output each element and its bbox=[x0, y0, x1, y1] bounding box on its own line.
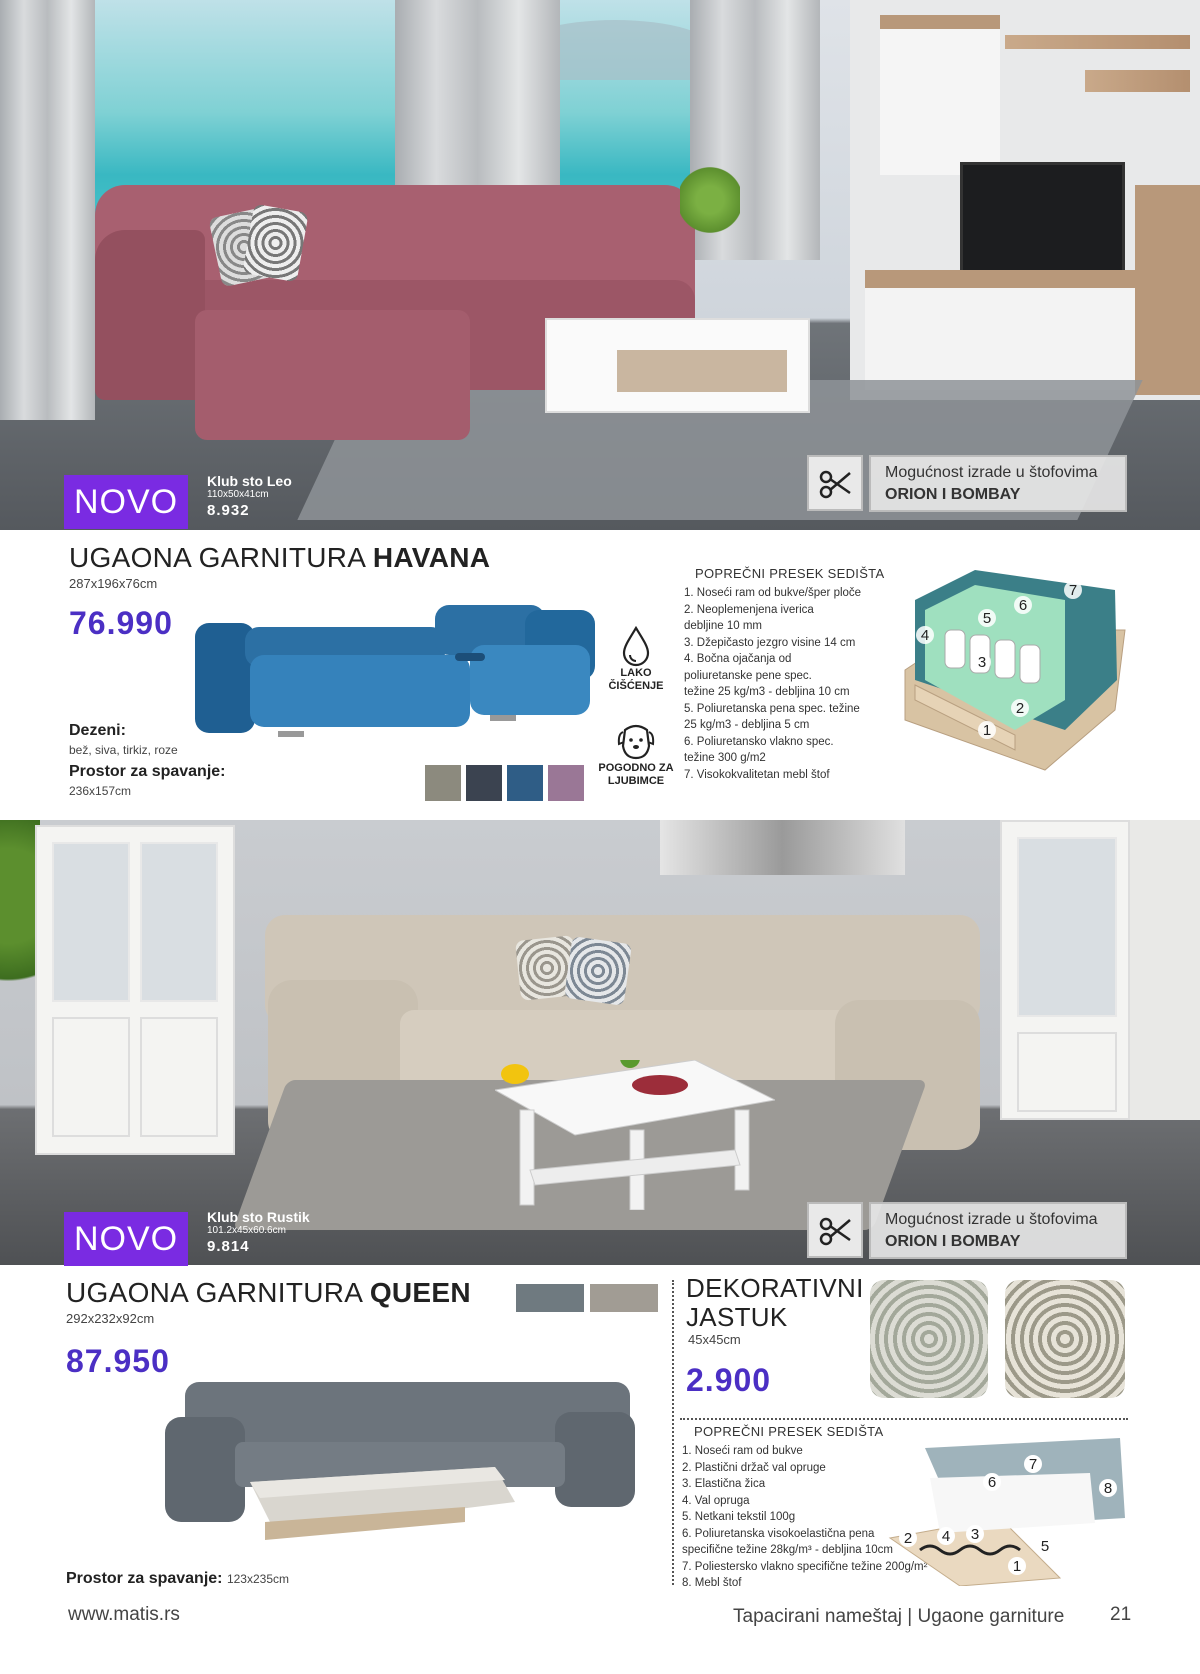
fabric-line1: Mogućnost izrade u štofovima bbox=[885, 464, 1098, 481]
fabric-line1: Mogućnost izrade u štofovima bbox=[885, 1211, 1098, 1228]
cross-item: 7. Visokokvalitetan mebl štof bbox=[684, 768, 830, 781]
table-dims: 110x50x41cm bbox=[207, 489, 269, 501]
fabric-option-box bbox=[807, 1202, 1127, 1259]
cross-item: 2. Neoplemenjena iverica bbox=[684, 603, 814, 616]
vitrine-right bbox=[1000, 820, 1130, 1120]
fabric-option-text bbox=[869, 455, 1127, 512]
table-dims: 101.2x45x60.6cm bbox=[207, 1225, 286, 1237]
havana-cross-section-diagram bbox=[895, 570, 1135, 780]
pet-friendly-feature bbox=[596, 722, 676, 788]
cabinet-side bbox=[1130, 820, 1200, 1120]
diagram-number: 4 bbox=[941, 1528, 951, 1545]
havana-sofa-image bbox=[190, 605, 600, 740]
cross-item: 5. Poliuretanska pena spec. težine bbox=[684, 702, 860, 715]
tv-unit bbox=[865, 270, 1135, 390]
diagram-number: 8 bbox=[1103, 1480, 1113, 1497]
swatch-gray[interactable] bbox=[466, 765, 502, 801]
tall-cabinet bbox=[1135, 185, 1200, 395]
pillow-price: 2.900 bbox=[686, 1362, 772, 1398]
sleep-area-value: 123x235cm bbox=[226, 1572, 289, 1586]
table-info bbox=[207, 474, 292, 520]
coffee-table-rustik bbox=[495, 1060, 775, 1210]
pink-sofa-chaise bbox=[195, 310, 470, 440]
queen-sleep-area bbox=[66, 1570, 289, 1588]
havana-room-photo bbox=[0, 0, 1200, 530]
water-drop-icon bbox=[616, 625, 656, 667]
queen-title-bold: QUEEN bbox=[369, 1277, 471, 1308]
cross-item: 1. Noseći ram od bukve bbox=[682, 1445, 803, 1457]
sleep-area-label: Prostor za spavanje: bbox=[66, 1570, 223, 1587]
cross-section-title: POPREČNI PRESEK SEDIŠTA bbox=[695, 566, 885, 581]
cross-item: poliuretanske pene spec. bbox=[684, 669, 812, 682]
diagram-number: 2 bbox=[903, 1530, 913, 1547]
pillow-image bbox=[1005, 1280, 1125, 1398]
swatch-gray[interactable] bbox=[516, 1284, 584, 1312]
swatch-pink[interactable] bbox=[548, 765, 584, 801]
cross-item: 3. Elastična žica bbox=[682, 1478, 766, 1490]
section-title: Tapacirani nameštaj | Ugaone garniture bbox=[733, 1606, 1065, 1627]
swatch-beige[interactable] bbox=[590, 1284, 658, 1312]
cross-item: debljine 10 mm bbox=[684, 620, 762, 632]
havana-dims: 287x196x76cm bbox=[69, 576, 158, 591]
pillow-image bbox=[870, 1280, 988, 1398]
cross-item: 4. Val opruga bbox=[682, 1494, 750, 1507]
fabric-line2: ORION I BOMBAY bbox=[885, 485, 1021, 503]
diagram-number: 3 bbox=[977, 654, 987, 671]
swatch-beige[interactable] bbox=[425, 765, 461, 801]
cross-item: 5. Netkani tekstil 100g bbox=[682, 1511, 796, 1523]
plant bbox=[0, 820, 40, 1010]
dog-icon bbox=[615, 722, 657, 762]
cross-item: 2. Plastični držač val opruge bbox=[682, 1461, 826, 1474]
cross-item: specifične težine 28kg/m³ - debljina 10cm bbox=[682, 1544, 893, 1556]
pillow-title bbox=[686, 1274, 864, 1332]
diagram-number: 2 bbox=[1015, 700, 1025, 717]
queen-color-swatches bbox=[516, 1284, 658, 1312]
left-curtain bbox=[0, 0, 95, 420]
diagram-number: 6 bbox=[987, 1474, 997, 1491]
diagram-number: 1 bbox=[982, 722, 992, 739]
cross-item: 1. Noseći ram od bukve/šper ploče bbox=[684, 587, 862, 599]
wall-art bbox=[660, 820, 905, 875]
easy-clean-label: LAKO ČIŠĆENJE bbox=[608, 667, 664, 693]
cross-item: 25 kg/m3 - debljina 5 cm bbox=[684, 719, 810, 731]
scissors-icon bbox=[807, 455, 863, 511]
diagram-number: 5 bbox=[1040, 1538, 1050, 1555]
table-price: 8.932 bbox=[207, 502, 250, 520]
diagram-number: 5 bbox=[982, 610, 992, 627]
diagram-number: 6 bbox=[1018, 597, 1028, 614]
table-name: Klub sto Rustik bbox=[207, 1209, 310, 1225]
plant bbox=[680, 165, 740, 235]
scissors-icon bbox=[807, 1202, 863, 1258]
cross-item: 4. Bočna ojačanja od bbox=[684, 653, 792, 665]
dezeni-value: bež, siva, tirkiz, roze bbox=[69, 743, 178, 757]
havana-cross-section-list bbox=[684, 566, 899, 783]
havana-title-light: UGAONA GARNITURA bbox=[69, 542, 373, 573]
havana-color-swatches bbox=[425, 765, 584, 801]
sleep-area-label: Prostor za spavanje: bbox=[69, 763, 226, 780]
havana-price: 76.990 bbox=[69, 605, 173, 641]
page-number: 21 bbox=[1110, 1604, 1132, 1625]
cross-item: 6. Poliuretanska visokoelastična pena bbox=[682, 1527, 875, 1540]
pet-friendly-label: POGODNO ZA LJUBIMCE bbox=[598, 762, 674, 788]
havana-title-bold: HAVANA bbox=[372, 542, 491, 573]
pink-sofa-arm bbox=[95, 230, 205, 400]
novo-badge: NOVO bbox=[64, 1212, 188, 1266]
cross-item: 7. Poliestersko vlakno specifične težine 200g/m² bbox=[682, 1560, 928, 1573]
website-link[interactable]: www.matis.rs bbox=[68, 1604, 180, 1625]
queen-price: 87.950 bbox=[66, 1343, 170, 1379]
queen-dims: 292x232x92cm bbox=[66, 1311, 155, 1326]
pillow-dims: 45x45cm bbox=[688, 1332, 741, 1347]
queen-title-light: UGAONA GARNITURA bbox=[66, 1277, 370, 1308]
novo-badge: NOVO bbox=[64, 475, 188, 529]
diagram-number: 1 bbox=[1012, 1558, 1022, 1575]
queen-title bbox=[66, 1277, 471, 1309]
wall-shelf bbox=[1005, 35, 1190, 49]
wall-shelf bbox=[1085, 70, 1190, 92]
fabric-option-box bbox=[807, 455, 1127, 512]
swatch-turquoise[interactable] bbox=[507, 765, 543, 801]
diagram-number: 7 bbox=[1068, 582, 1078, 599]
cross-section-title: POPREČNI PRESEK SEDIŠTA bbox=[694, 1424, 884, 1439]
fabric-option-text bbox=[869, 1202, 1127, 1259]
havana-title bbox=[69, 542, 490, 574]
dotted-divider bbox=[672, 1280, 674, 1585]
diagram-number: 3 bbox=[970, 1526, 980, 1543]
sleep-area-value: 236x157cm bbox=[69, 784, 132, 798]
diagram-number: 4 bbox=[920, 627, 930, 644]
cross-item: 6. Poliuretansko vlakno spec. bbox=[684, 735, 834, 748]
fabric-line2: ORION I BOMBAY bbox=[885, 1232, 1021, 1250]
coffee-table-leo bbox=[545, 318, 810, 413]
queen-cross-section-diagram bbox=[880, 1438, 1130, 1586]
queen-sofa-image bbox=[165, 1372, 640, 1542]
cushion bbox=[564, 936, 632, 1006]
vitrine-left bbox=[35, 825, 235, 1155]
dezeni-label: Dezeni: bbox=[69, 722, 126, 739]
easy-clean-feature bbox=[600, 625, 672, 693]
table-info bbox=[207, 1210, 310, 1256]
cross-item: 3. Džepičasto jezgro visine 14 cm bbox=[684, 636, 856, 649]
dotted-divider bbox=[680, 1418, 1128, 1420]
table-price: 9.814 bbox=[207, 1238, 250, 1256]
diagram-number: 7 bbox=[1028, 1456, 1038, 1473]
table-name: Klub sto Leo bbox=[207, 473, 292, 489]
cross-item: težine 25 kg/m3 - debljina 10 cm bbox=[684, 686, 850, 698]
wall-cabinet bbox=[880, 15, 1000, 175]
pillow-title-line1: DEKORATIVNI bbox=[686, 1273, 864, 1303]
cross-item: 8. Mebl štof bbox=[682, 1577, 742, 1589]
pillow-title-line2: JASTUK bbox=[686, 1302, 788, 1333]
cross-item: težine 300 g/m2 bbox=[684, 752, 766, 764]
